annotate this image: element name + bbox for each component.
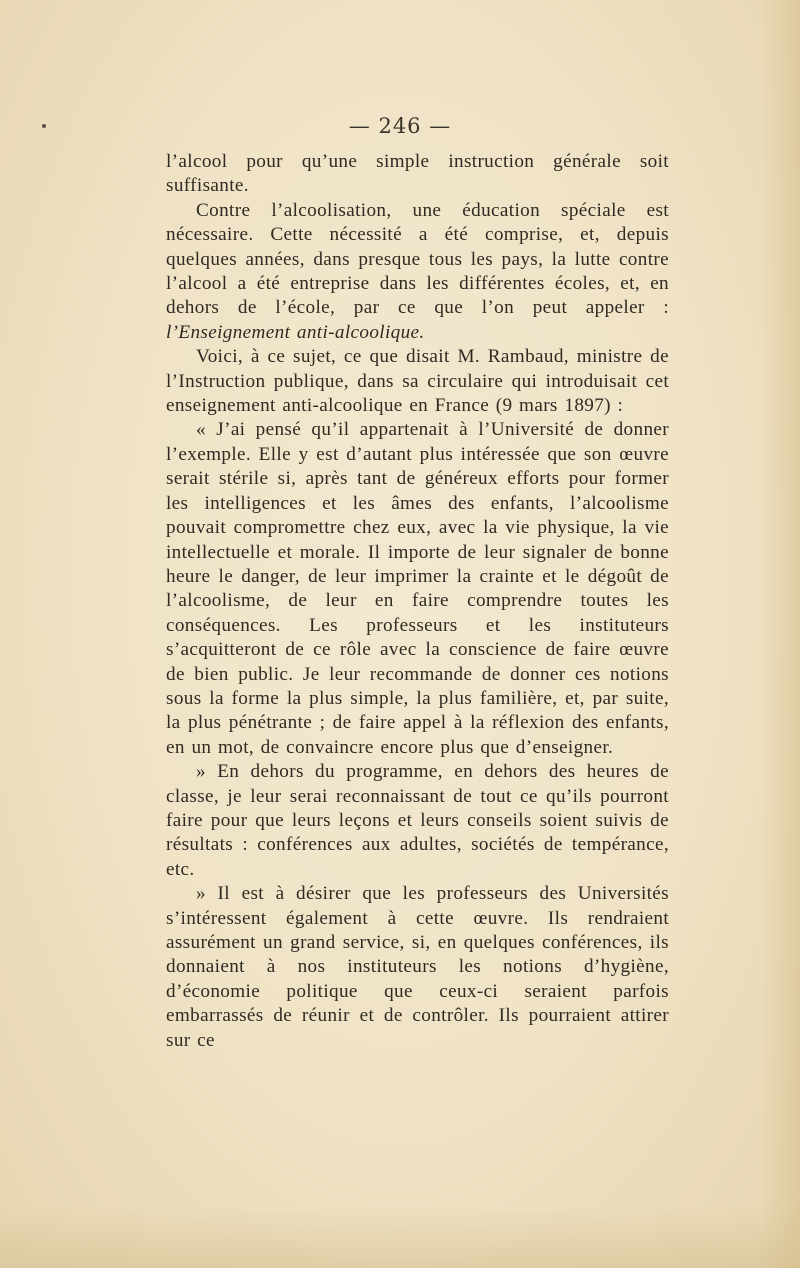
page-bottom-shadow [0, 1208, 800, 1268]
body-text [166, 150, 669, 1053]
quote-paragraph-1: « J’ai pensé qu’il appartenait à l’Université de donner l’exemple. Elle y est d’autant plus intéressée que son œuvre serait stérile si, après tant de généreux efforts pour former les intelligences et les âmes des enfants, l’alcoolisme pouvait compromettre chez eux, avec la vie physique, la vie intellectuelle et morale. Il importe de leur signaler de bonne heure le danger, de leur imprimer la crainte et le dégoût de l’alcoolisme, de leur en faire comprendre toutes les conséquences. Les professeurs et les instituteurs s’acquitteront de ce rôle avec la conscience de faire œuvre de bien public. Je leur recommande de donner ces notions sous la forme la plus simple, la plus familière, et, par suite, la plus pénétrante ; de faire appel à la réflexion des enfants, en un mot, de convaincre encore plus que d’enseigner. [166, 419, 669, 758]
paragraph-rambaud: Voici, à ce sujet, ce que disait M. Rambaud, ministre de l’Instruction publique, dans sa circulaire qui introduisait cet enseignement anti-alcoolique en France (9 mars 1897) : [166, 346, 669, 417]
page-number: — 246 — [348, 114, 452, 138]
quote-paragraph-3: » Il est à désirer que les professeurs des Universités s’intéressent également à cette œuvre. Ils rendraient assurément un grand service, si, en quelques conférences, ils donnaient à nos instituteurs les notions d’hygiène, d’économie politique que ceux-ci seraient parfois embarrassés de réunir et de contrôler. Ils pourraient attirer sur ce [166, 883, 669, 1051]
quote-paragraph-2: » En dehors du programme, en dehors des heures de classe, je leur serai reconnaissant de tout ce qu’ils pourront faire pour que leurs leçons et leurs conseils soient suivis de résultats : conférences aux adultes, sociétés de tempérance, etc. [166, 761, 669, 880]
emphasis-enseignement: l’Enseignement anti-alcoolique. [166, 321, 425, 343]
paragraph-education-text: Contre l’alcoolisation, une éducation spéciale est nécessaire. Cette nécessité a été comprise, et, depuis quelques années, dans presque tous les pays, la lutte contre l’alcool a été entreprise dans les différentes écoles, et, en dehors de l’école, par ce que l’on peut appeler : [166, 199, 669, 319]
paragraph-education [166, 199, 669, 345]
page-edge-shadow [760, 0, 800, 1268]
paragraph-continuation: l’alcool pour qu’une simple instruction générale soit suffisante. [166, 151, 669, 197]
